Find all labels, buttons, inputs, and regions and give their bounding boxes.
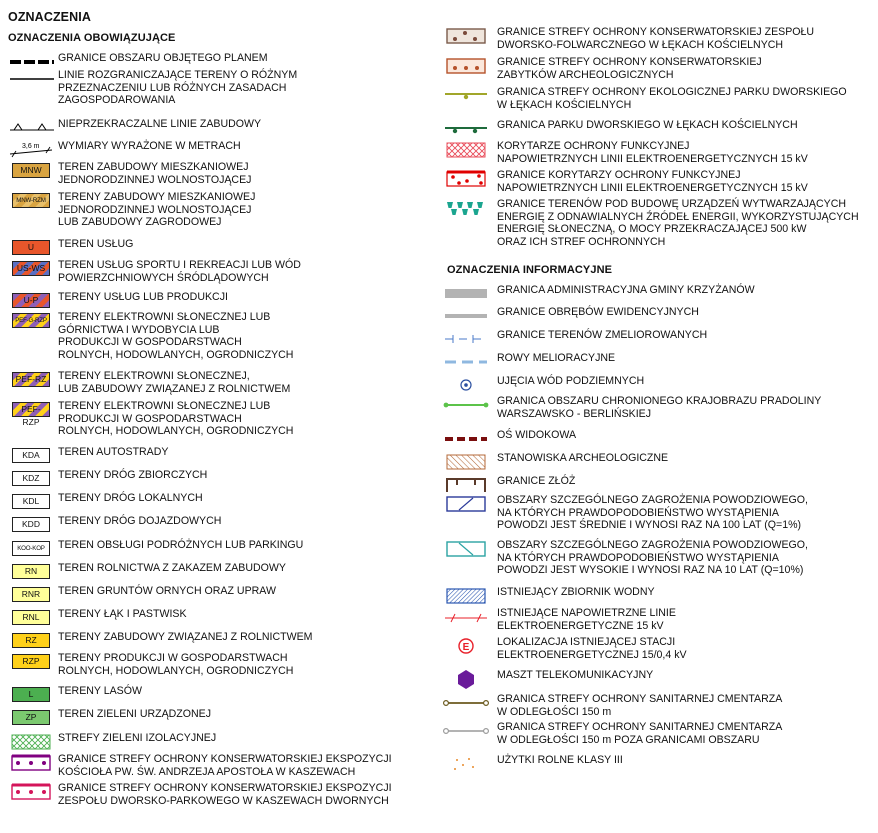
legend-label-line: ORAZ ICH STREF OCHRONNYCH: [497, 235, 666, 248]
legend-symbol: [443, 397, 489, 413]
legend-label: [58, 652, 293, 677]
legend-symbol: [8, 54, 54, 70]
legend-label: [58, 118, 261, 131]
legend-symbol: [443, 756, 489, 772]
legend-symbol: [443, 695, 489, 711]
solar-energy-boundary-icon: [443, 200, 489, 218]
farmland-class-iii-icon: [443, 756, 489, 774]
legend-label-line: ZESPOŁU DWORSKO-PARKOWEGO W KASZEWACH DWORNYCH: [58, 794, 389, 807]
legend-label-line: TERENY USŁUG LUB PRODUKCJI: [58, 291, 228, 303]
legend-label: [497, 86, 847, 111]
legend-symbol: [443, 671, 489, 687]
admin-boundary-icon: [443, 286, 489, 304]
legend-symbol: [443, 638, 489, 654]
section-informative-heading: OZNACZENIA INFORMACYJNE: [447, 264, 613, 276]
telecom-mast-icon: [443, 671, 489, 689]
legend-label-line: TERENY ZABUDOWY ZWIĄZANEJ Z ROLNICTWEM: [58, 631, 313, 643]
archaeology-zone-icon: [443, 58, 489, 76]
legend-label: [58, 608, 187, 621]
legend-symbol: [8, 755, 54, 771]
zone-code-swatch: RNR: [12, 587, 50, 602]
legend-label: [58, 161, 251, 186]
legend-label-line: LOKALIZACJA ISTNIEJĄCEJ STACJI: [497, 636, 676, 648]
legend-label: [58, 469, 207, 482]
section-obligatory-heading: OZNACZENIA OBOWIĄZUJĄCE: [8, 32, 176, 44]
legend-label-line: TEREN USŁUG SPORTU I REKREACJI LUB WÓD: [58, 259, 301, 271]
legend-label: [497, 352, 615, 365]
legend-symbol: [8, 564, 54, 580]
deposit-boundary-icon: [443, 477, 489, 495]
legend-symbol: [443, 588, 489, 604]
legend-label: [58, 191, 255, 229]
legend-label-line: W ODLEGŁOŚCI 150 m POZA GRANICAMI OBSZARU: [497, 733, 760, 746]
legend-symbol: [443, 496, 489, 512]
legend-label-line: GÓRNICTWA I WYDOBYCIA LUB: [58, 323, 220, 336]
legend-label: [497, 26, 814, 51]
legend-label-line: TEREN AUTOSTRADY: [58, 446, 169, 458]
manor-park-line-icon: [443, 121, 489, 139]
legend-label: [497, 607, 676, 632]
dimension-icon: [8, 142, 54, 160]
legend-label: [58, 52, 268, 65]
legend-label-line: TEREN GRUNTÓW ORNYCH ORAZ UPRAW: [58, 585, 276, 597]
legend-label-line: DWORSKO-FOLWARCZNEGO W ŁĘKACH KOŚCIELNYCH: [497, 38, 784, 51]
legend-symbol: [443, 454, 489, 470]
legend-symbol: [443, 723, 489, 739]
legend-symbol: [8, 261, 54, 277]
legend-label-line: GRANICE ZŁÓŻ: [497, 475, 576, 487]
legend-label: [58, 291, 228, 304]
legend-label-line: GRANICE STREFY OCHRONY KONSERWATORSKIEJ: [497, 56, 762, 68]
legend-label-line: NA KTÓRYCH PRAWDOPODOBIEŃSTWO WYSTĄPIENIA: [497, 551, 779, 564]
legend-label-line: POWODZI JEST WYSOKIE I WYNOSI RAZ NA 10 LAT (Q=10%): [497, 564, 804, 577]
legend-label-line: TERENY ZABUDOWY MIESZKANIOWEJ: [58, 191, 256, 203]
legend-label-line: ZAGOSPODAROWANIA: [58, 94, 176, 107]
legend-label-line: UJĘCIA WÓD PODZIEMNYCH: [497, 375, 645, 387]
legend-label-line: TERENY LASÓW: [58, 685, 142, 697]
dimension-value: 3,6 m: [22, 143, 40, 150]
drainage-ditch-icon: [443, 354, 489, 372]
legend-label-line: GRANICA STREFY OCHRONY SANITARNEJ CMENTARZA: [497, 721, 783, 733]
legend-symbol: [8, 494, 54, 510]
legend-label-line: TEREN ZABUDOWY MIESZKANIOWEJ: [58, 161, 249, 173]
legend-label-line: PRODUKCJI W GOSPODARSTWACH: [58, 336, 242, 349]
legend-label: [58, 631, 312, 644]
legend-symbol: [8, 293, 54, 309]
legend-label-line: WYMIARY WYRAŻONE W METRACH: [58, 140, 241, 152]
heritage-zone-church-icon: [8, 755, 54, 773]
legend-label-line: GRANICE KORYTARZY OCHRONY FUNKCYJNEJ: [497, 169, 741, 181]
legend-symbol: [8, 372, 54, 388]
legend-label-line: POWIERZCHNIOWYCH ŚRÓDLĄDOWYCH: [58, 271, 269, 284]
ecological-zone-line-icon: [443, 88, 489, 106]
legend-label-line: ISTNIEJĄCY ZBIORNIK WODNY: [497, 586, 655, 598]
legend-symbol: [8, 687, 54, 703]
substation-icon: [443, 638, 489, 656]
legend-label-line: TERENY ELEKTROWNI SŁONECZNEJ,: [58, 370, 250, 382]
legend-label-line: UŻYTKI ROLNE KLASY III: [497, 754, 623, 766]
legend-label-line: ROLNYCH, HODOWLANYCH, OGRODNICZYCH: [58, 664, 294, 677]
zone-code-swatch: PEF-G-RZP: [12, 313, 50, 328]
legend-label-line: LUB ZABUDOWY ZAGRODOWEJ: [58, 216, 222, 229]
legend-label: [58, 311, 293, 361]
legend-label: [497, 452, 668, 465]
legend-label-line: ISTNIEJĄCE NAPOWIETRZNE LINIE: [497, 607, 676, 619]
legend-label-line: GRANICA ADMINISTRACYJNA GMINY KRZYŻANÓW: [497, 284, 755, 296]
power-line-icon: [443, 609, 489, 627]
legend-label-line: GRANICE TERENÓW ZMELIOROWANYCH: [497, 329, 708, 341]
legend-label-line: ELEKTROENERGETYCZNEJ 15/0,4 kV: [497, 648, 687, 661]
zone-code-swatch: MNW-RZM: [12, 193, 50, 208]
legend-label: [58, 753, 392, 778]
division-line-icon: [8, 71, 54, 89]
legend-label: [497, 494, 808, 532]
legend-label-line: PRODUKCJI W GOSPODARSTWACH: [58, 412, 242, 425]
legend-label: [58, 782, 392, 807]
legend-label: [497, 329, 707, 342]
legend-label-line: TEREN USŁUG: [58, 238, 134, 250]
legend-label-line: POWODZI JEST ŚREDNIE I WYNOSI RAZ NA 100 LAT (Q=1%): [497, 519, 802, 532]
zone-code-swatch: KDD: [12, 517, 50, 532]
legend-symbol: [8, 471, 54, 487]
legend-label: [58, 685, 142, 698]
manor-farm-zone-icon: [443, 28, 489, 46]
legend-symbol: [443, 377, 489, 393]
legend-symbol: [443, 171, 489, 187]
flood-zone-10-icon: [443, 541, 489, 559]
legend-label-line: KORYTARZE OCHRONY FUNKCYJNEJ: [497, 140, 690, 152]
legend-symbol: [443, 477, 489, 493]
legend-label-line: GRANICA STREFY OCHRONY SANITARNEJ CMENTARZA: [497, 693, 783, 705]
substation-glyph: E: [462, 642, 470, 653]
legend-label: [58, 69, 297, 107]
power-corridor-boundary-icon: [443, 171, 489, 189]
legend-label-line: ROLNYCH, HODOWLANYCH, OGRODNICZYCH: [58, 425, 294, 438]
zone-code-swatch: RN: [12, 564, 50, 579]
zone-code-swatch: KDZ: [12, 471, 50, 486]
legend-label-line: W ODLEGŁOŚCI 150 m: [497, 705, 612, 718]
legend-label: [58, 515, 221, 528]
cemetery-zone-outside-line-icon: [443, 723, 489, 741]
legend-label-line: GRANICE STREFY OCHRONY KONSERWATORSKIEJ EKSPOZYCJI: [58, 782, 392, 794]
legend-label-line: KOŚCIOŁA PW. ŚW. ANDRZEJA APOSTOŁA W KASZEWACH: [58, 765, 356, 778]
legend-label-line: LINIE ROZGRANICZAJĄCE TERENY O RÓŻNYM: [58, 69, 298, 81]
legend-label: [58, 539, 303, 552]
zone-code-swatch: RZP: [12, 654, 50, 669]
zone-code-swatch: KDA: [12, 448, 50, 463]
legend-label-line: JEDNORODZINNEJ WOLNOSTOJĄCEJ: [58, 203, 252, 216]
legend-label: [58, 238, 133, 251]
drained-land-boundary-icon: [443, 331, 489, 349]
legend-label-line: LUB ZABUDOWY ZWIĄZANEJ Z ROLNICTWEM: [58, 382, 291, 395]
heritage-zone-manor-icon: [8, 784, 54, 802]
legend-label: [58, 732, 216, 745]
legend-label: [497, 586, 655, 599]
legend-label-line: NA KTÓRYCH PRAWDOPODOBIEŃSTWO WYSTĄPIENIA: [497, 506, 779, 519]
precinct-boundary-icon: [443, 308, 489, 326]
cemetery-zone-line-icon: [443, 695, 489, 713]
legend-symbol: [8, 784, 54, 800]
legend-symbol: [443, 331, 489, 347]
power-corridor-hatch-icon: [443, 142, 489, 160]
legend-label: [58, 492, 203, 505]
legend-label: [497, 140, 808, 165]
protected-landscape-line-icon: [443, 397, 489, 415]
groundwater-intake-icon: [443, 377, 489, 395]
zone-code-swatch: PEF-RZP: [12, 402, 50, 417]
legend-symbol: [443, 88, 489, 104]
legend-symbol: [443, 609, 489, 625]
legend-symbol: [8, 120, 54, 136]
legend-symbol: [8, 587, 54, 603]
legend-label-line: OBSZARY SZCZEGÓLNEGO ZAGROŻENIA POWODZIOWEGO,: [497, 494, 808, 506]
zone-code-swatch: ZP: [12, 710, 50, 725]
legend-label-line: ENERGIĘ SŁONECZNĄ, O MOCY PRZEKRACZAJĄCEJ 500 kW: [497, 223, 807, 236]
legend-symbol: [8, 633, 54, 649]
legend-label-line: ENERGIĘ Z ODNAWIALNYCH ŹRÓDEŁ ENERGII, WYKORZYSTUJĄCYCH: [497, 210, 859, 223]
legend-symbol: [443, 142, 489, 158]
zone-code-swatch: L: [12, 687, 50, 702]
legend-label-line: MASZT TELEKOMUNIKACYJNY: [497, 669, 654, 681]
legend-label-line: STREFY ZIELENI IZOLACYJNEJ: [58, 732, 217, 744]
legend-label: [497, 721, 782, 746]
legend-label-line: OŚ WIDOKOWA: [497, 429, 577, 441]
legend-symbol: [443, 121, 489, 137]
legend-symbol: [443, 308, 489, 324]
legend-label-line: OBSZARY SZCZEGÓLNEGO ZAGROŻENIA POWODZIOWEGO,: [497, 539, 808, 551]
legend-label: [497, 198, 859, 248]
legend-label: [497, 693, 782, 718]
legend-label: [58, 446, 168, 459]
legend-label-line: TERENY ŁĄK I PASTWISK: [58, 608, 187, 620]
legend-label-line: NIEPRZEKRACZALNE LINIE ZABUDOWY: [58, 118, 262, 130]
legend-label-line: ROWY MELIORACYJNE: [497, 352, 616, 364]
building-line-icon: [8, 120, 54, 138]
legend-label: [497, 375, 644, 388]
isolation-green-hatch-icon: [8, 734, 54, 752]
legend-label-line: TERENY ELEKTROWNI SŁONECZNEJ LUB: [58, 311, 271, 323]
legend-label-line: ZABYTKÓW ARCHEOLOGICZNYCH: [497, 68, 674, 81]
legend-label-line: GRANICA PARKU DWORSKIEGO W ŁĘKACH KOŚCIELNYCH: [497, 119, 798, 131]
legend-symbol: [8, 517, 54, 533]
legend-label: [497, 56, 762, 81]
legend-label-line: PRZEZNACZENIU LUB RÓŻNYCH ZASADACH: [58, 81, 287, 94]
zone-code-swatch: RZ: [12, 633, 50, 648]
legend-label-line: GRANICE OBSZARU OBJĘTEGO PLANEM: [58, 52, 268, 64]
legend-symbol: [443, 58, 489, 74]
legend-symbol: [8, 313, 54, 329]
legend-symbol: [8, 654, 54, 670]
legend-label-line: GRANICE STREFY OCHRONY KONSERWATORSKIEJ EKSPOZYCJI: [58, 753, 392, 765]
legend-symbol: [8, 193, 54, 209]
legend-label: [497, 395, 821, 420]
legend-label: [58, 708, 211, 721]
legend-symbol: [443, 200, 489, 216]
legend-symbol: [8, 610, 54, 626]
legend-label: [497, 169, 808, 194]
legend-label-line: TERENY DRÓG LOKALNYCH: [58, 492, 203, 504]
legend-label-line: GRANICE OBRĘBÓW EWIDENCYJNYCH: [497, 306, 699, 318]
zone-code-swatch: KDL: [12, 494, 50, 509]
legend-symbol: [8, 710, 54, 726]
view-axis-icon: [443, 431, 489, 449]
legend-label: [58, 585, 276, 598]
legend-symbol: [8, 448, 54, 464]
flood-zone-100-icon: [443, 496, 489, 514]
zone-code-swatch: US-WS: [12, 261, 50, 276]
legend-label-line: TEREN OBSŁUGI PODRÓŻNYCH LUB PARKINGU: [58, 539, 304, 551]
zone-code-swatch: MNW: [12, 163, 50, 178]
legend-symbol: [443, 286, 489, 302]
legend-symbol: [8, 541, 54, 557]
legend-label-line: TEREN ROLNICTWA Z ZAKAZEM ZABUDOWY: [58, 562, 286, 574]
legend-label-line: NAPOWIETRZNYCH LINII ELEKTROENERGETYCZNYCH 15 kV: [497, 181, 808, 194]
legend-label-line: GRANICA STREFY OCHRONY EKOLOGICZNEJ PARKU DWORSKIEGO: [497, 86, 847, 98]
legend-symbol: [8, 240, 54, 256]
legend-symbol: [8, 163, 54, 179]
legend-symbol: [443, 431, 489, 447]
legend-label-line: W ŁĘKACH KOŚCIELNYCH: [497, 98, 632, 111]
legend-label: [58, 370, 290, 395]
legend-symbol: [8, 402, 54, 427]
legend-label: [58, 400, 293, 438]
legend-symbol: [443, 28, 489, 44]
legend-label: [58, 140, 241, 153]
legend-label-line: TERENY PRODUKCJI W GOSPODARSTWACH: [58, 652, 288, 664]
legend-label-line: TERENY DRÓG ZBIORCZYCH: [58, 469, 208, 481]
legend-symbol: [443, 541, 489, 557]
legend-label: [58, 562, 286, 575]
legend-label: [497, 754, 623, 767]
legend-label: [497, 284, 755, 297]
legend-label-line: GRANICE STREFY OCHRONY KONSERWATORSKIEJ ZESPOŁU: [497, 26, 815, 38]
legend-label-line: TERENY DRÓG DOJAZDOWYCH: [58, 515, 222, 527]
zone-code-swatch: KOO-KOP: [12, 541, 50, 556]
legend-label: [497, 119, 798, 132]
legend-label-line: GRANICA OBSZARU CHRONIONEGO KRAJOBRAZU PRADOLINY: [497, 395, 822, 407]
zone-code-swatch: U: [12, 240, 50, 255]
legend-label: [58, 259, 301, 284]
legend-label-line: JEDNORODZINNEJ WOLNOSTOJĄCEJ: [58, 173, 252, 186]
legend-label: [497, 306, 699, 319]
legend-symbol: [8, 71, 54, 87]
legend-label: [497, 539, 808, 577]
legend-label-line: TEREN ZIELENI URZĄDZONEJ: [58, 708, 212, 720]
zone-code-swatch: U-P: [12, 293, 50, 308]
legend-label-line: GRANICE TERENÓW POD BUDOWĘ URZĄDZEŃ WYTWARZAJĄCYCH: [497, 198, 847, 210]
legend-label-line: ROLNYCH, HODOWLANYCH, OGRODNICZYCH: [58, 348, 294, 361]
legend-label-line: STANOWISKA ARCHEOLOGICZNE: [497, 452, 669, 464]
legend-label: [497, 475, 575, 488]
zone-code-swatch: PEF-RZ: [12, 372, 50, 387]
legend-title: OZNACZENIA: [8, 10, 91, 24]
legend-label-line: TERENY ELEKTROWNI SŁONECZNEJ LUB: [58, 400, 271, 412]
legend-symbol: [8, 142, 54, 158]
legend-label: [497, 429, 576, 442]
legend-label-line: WARSZAWSKO - BERLIŃSKIEJ: [497, 407, 652, 420]
legend-label-line: ELEKTROENERGETYCZNE 15 kV: [497, 619, 664, 632]
zone-code-swatch: RNL: [12, 610, 50, 625]
boundary-dashed-line-icon: [8, 54, 54, 72]
legend-symbol: [8, 734, 54, 750]
water-reservoir-icon: [443, 588, 489, 606]
legend-symbol: [443, 354, 489, 370]
legend-label: [497, 636, 687, 661]
archaeological-site-icon: [443, 454, 489, 472]
legend-label-line: NAPOWIETRZNYCH LINII ELEKTROENERGETYCZNYCH 15 kV: [497, 152, 808, 165]
legend-label: [497, 669, 653, 682]
